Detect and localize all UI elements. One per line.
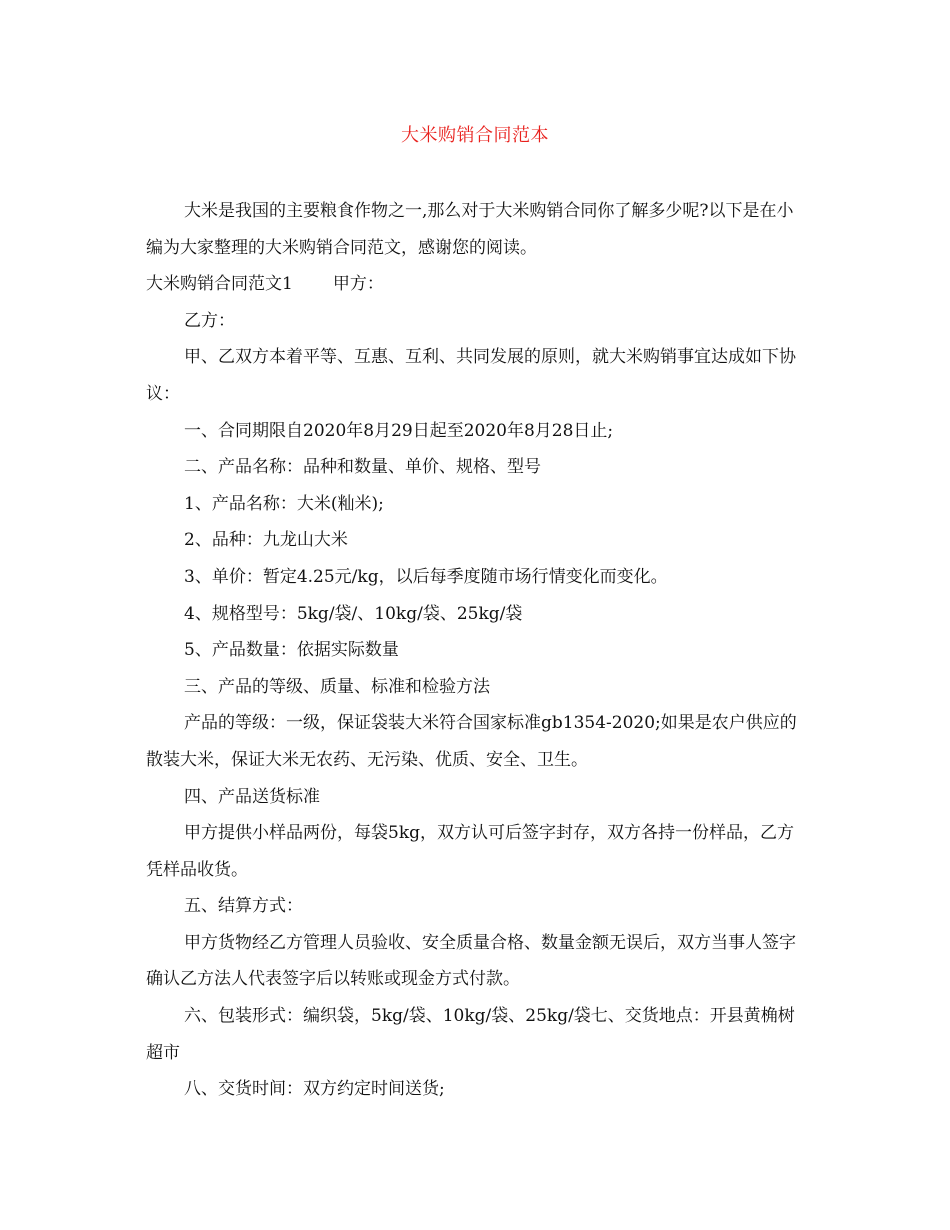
clause-1-term: 一、合同期限自2020年8月29日起至2020年8月28日止; xyxy=(184,420,614,441)
item-product-name: 1、产品名称：大米(籼米); xyxy=(184,493,384,514)
clause-4-delivery-standard: 四、产品送货标准 xyxy=(184,786,320,807)
sample-title: 大米购销合同范文1 xyxy=(146,274,293,295)
clause-6-7-packaging-location: 六、包装形式：编织袋，5kg/袋、10kg/袋、25kg/袋七、交货地点：开县黄桷树超市 xyxy=(146,1006,795,1063)
document-body xyxy=(146,193,806,1108)
paragraph-sample-detail: 甲方提供小样品两份，每袋5kg，双方认可后签字封存，双方各持一份样品，乙方凭样品收货。 xyxy=(146,823,794,880)
document-title: 大米购销合同范本 xyxy=(401,125,549,146)
item-variety: 2、品种：九龙山大米 xyxy=(184,530,348,551)
item-quantity: 5、产品数量：依据实际数量 xyxy=(184,640,399,661)
party-b-label: 乙方： xyxy=(184,310,235,331)
clause-2-product: 二、产品名称：品种和数量、单价、规格、型号 xyxy=(184,457,541,478)
paragraph-agreement-principle: 甲、乙双方本着平等、互惠、互利、共同发展的原则，就大米购销事宜达成如下协议： xyxy=(146,347,796,404)
paragraph-quality-detail: 产品的等级：一级，保证袋装大米符合国家标准gb1354-2020;如果是农户供应的散装大米，保证大米无农药、无污染、优质、安全、卫生。 xyxy=(146,713,797,770)
item-unit-price: 3、单价：暂定4.25元/kg，以后每季度随市场行情变化而变化。 xyxy=(184,566,668,587)
paragraph-intro: 大米是我国的主要粮食作物之一,那么对于大米购销合同你了解多少呢?以下是在小编为大家整理的大米购销合同范文，感谢您的阅读。 xyxy=(146,201,794,258)
clause-8-delivery-time: 八、交货时间：双方约定时间送货; xyxy=(184,1079,445,1100)
clause-5-settlement: 五、结算方式： xyxy=(184,896,303,917)
paragraph-sample-heading xyxy=(146,266,806,303)
clause-3-quality: 三、产品的等级、质量、标准和检验方法 xyxy=(184,676,490,697)
paragraph-settlement-detail: 甲方货物经乙方管理人员验收、安全质量合格、数量金额无误后，双方当事人签字确认乙方法人代表签字后以转账或现金方式付款。 xyxy=(146,932,796,990)
item-spec: 4、规格型号：5kg/袋/、10kg/袋、25kg/袋 xyxy=(184,603,523,624)
party-a-label: 甲方： xyxy=(332,274,384,295)
